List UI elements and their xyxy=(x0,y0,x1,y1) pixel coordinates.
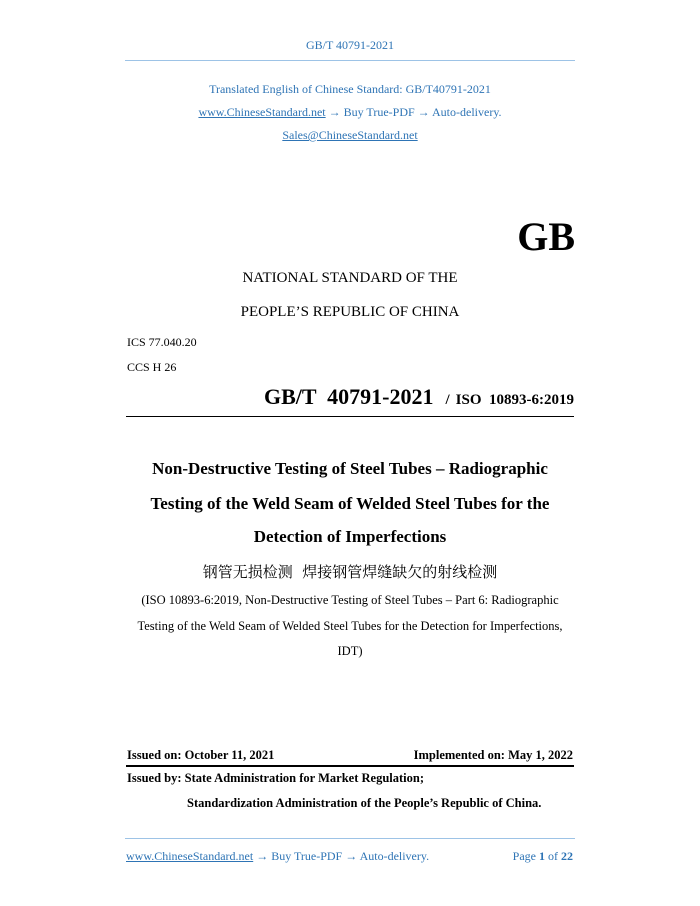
standard-slash: / xyxy=(445,392,450,408)
iso-equivalent: ISO 10893-6:2019 xyxy=(455,392,574,408)
promo-buy-text: → Buy True-PDF → Auto-delivery. xyxy=(325,105,502,119)
promo-buy-line xyxy=(0,105,700,120)
title-line2: Testing of the Weld Seam of Welded Steel Tubes for the xyxy=(150,494,550,513)
page-total: 22 xyxy=(561,849,573,863)
standard-divider xyxy=(126,416,574,417)
gb-mark: GB xyxy=(517,214,575,259)
national-standard-line2: PEOPLE’S REPUBLIC OF CHINA xyxy=(240,304,460,320)
sales-email-link[interactable]: Sales@ChineseStandard.net xyxy=(282,128,418,142)
header-standard-code: GB/T 40791-2021 xyxy=(305,38,395,52)
footer-buy-text: → Buy True-PDF → Auto-delivery. xyxy=(253,849,430,863)
national-standard-line1: NATIONAL STANDARD OF THE xyxy=(242,270,458,286)
chinese-standard-link[interactable]: www.ChineseStandard.net xyxy=(198,105,326,119)
page-number: 1 xyxy=(539,849,545,863)
dates-divider xyxy=(126,765,574,767)
chinese-title: 钢管无损检测 焊接钢管焊缝缺欠的射线检测 xyxy=(202,563,498,581)
ics-code: ICS 77.040.20 xyxy=(127,335,197,349)
promo-email-line xyxy=(0,128,700,143)
page-label: Page xyxy=(512,849,539,863)
footer-divider xyxy=(125,838,575,839)
promo-translation-line: Translated English of Chinese Standard: GB/T40791-2021 xyxy=(209,82,491,96)
issued-date: Issued on: October 11, 2021 xyxy=(127,748,275,762)
implemented-date: Implemented on: May 1, 2022 xyxy=(413,748,573,762)
ccs-code: CCS H 26 xyxy=(127,360,177,374)
header-divider xyxy=(125,60,575,61)
issuer-line2: Standardization Administration of the People’s Republic of China. xyxy=(187,796,542,810)
iso-note-line1: (ISO 10893-6:2019, Non-Destructive Testing of Steel Tubes – Part 6: Radiographic xyxy=(141,593,559,607)
standard-number-line xyxy=(264,384,574,410)
iso-note-line2: Testing of the Weld Seam of Welded Steel Tubes for the Detection for Imperfections, xyxy=(137,619,563,633)
page-indicator xyxy=(513,849,573,864)
title-line1: Non-Destructive Testing of Steel Tubes – Radiographic xyxy=(152,459,548,478)
page-of-label: of xyxy=(545,849,561,863)
standard-number: GB/T 40791-2021 xyxy=(263,384,434,409)
title-line3: Detection of Imperfections xyxy=(253,527,447,546)
footer-promo xyxy=(126,849,429,864)
footer-site-link[interactable]: www.ChineseStandard.net xyxy=(126,849,254,863)
iso-note-line3: IDT) xyxy=(337,644,363,658)
issuer-line1: Issued by: State Administration for Market Regulation; xyxy=(127,771,424,785)
